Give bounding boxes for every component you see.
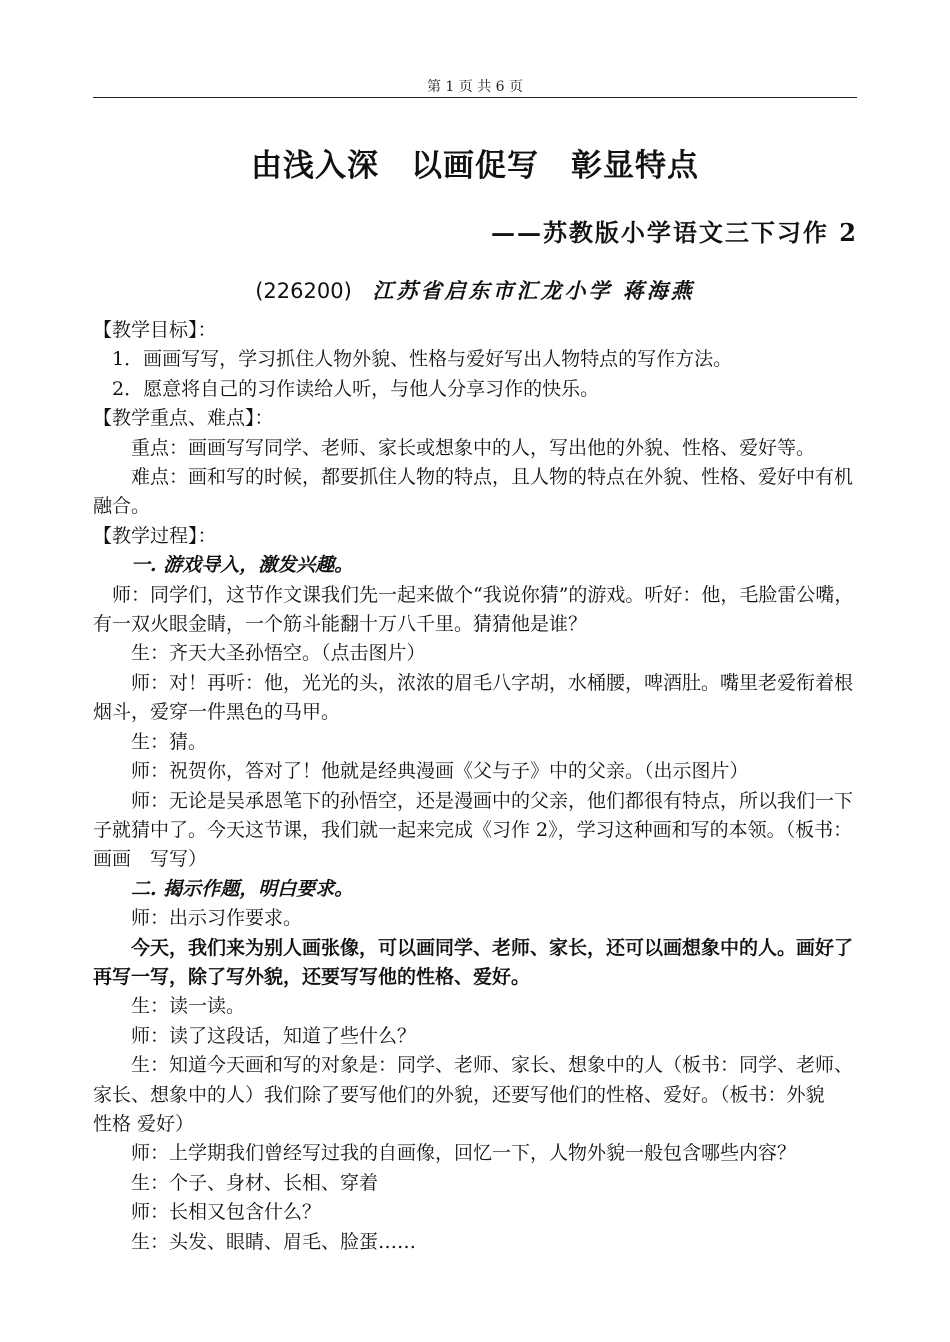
dialogue-paragraph: 师：无论是吴承恩笔下的孙悟空，还是漫画中的父亲，他们都很有特点，所以我们一下子就猜中了。今天这节课，我们就一起来完成《习作 2》，学习这种画和写的本领。（板书：画画 写写） (93, 789, 854, 871)
document-title: 由浅入深 以画促写 彰显特点 (251, 148, 699, 184)
dialogue-paragraph: 师：读了这段话，知道了些什么？ (131, 1024, 417, 1047)
step-heading: 二. 揭示作题，明白要求。 (131, 877, 354, 900)
dialogue-paragraph: 师：上学期我们曾经写过我的自画像，回忆一下，人物外貌一般包含哪些内容？ (131, 1142, 797, 1165)
dialogue-paragraph: 师：长相又包含什么？ (131, 1201, 322, 1224)
dialogue-paragraph: 生：读一读。 (131, 995, 246, 1018)
goal-item: 2．愿意将自己的习作读给人听，与他人分享习作的快乐。 (112, 377, 600, 400)
dialogue-paragraph: 生：猜。 (131, 730, 208, 753)
key-points-heading: 【教学重点、难点】： (93, 407, 274, 430)
dialogue-paragraph: 师：出示习作要求。 (131, 907, 303, 930)
author-school: 江苏省启东市汇龙小学 蒋海燕 (372, 278, 695, 303)
dialogue-paragraph: 生：知道今天画和写的对象是：同学、老师、家长、想象中的人（板书：同学、老师、家长、想象中的人）我们除了要写他们的外貌，还要写他们的性格、爱好。（板书：外貌 性格 爱好） (93, 1054, 854, 1135)
document-subtitle: ——苏教版小学语文三下习作 2 (490, 218, 858, 247)
goal-item: 1．画画写写，学习抓住人物外貌、性格与爱好写出人物特点的写作方法。 (112, 348, 733, 371)
author-postcode: (226200) (255, 279, 352, 303)
dialogue-paragraph: 师：对！再听：他，光光的头，浓浓的眉毛八字胡，水桶腰，啤酒肚。嘴里老爱衔着根烟斗，爱穿一件黑色的马甲。 (93, 671, 854, 724)
step-heading: 一. 游戏导入，激发兴趣。 (131, 554, 354, 577)
dialogue-paragraph: 师：祝贺你，答对了！他就是经典漫画《父与子》中的父亲。（出示图片） (131, 760, 749, 783)
page-header: 第 1 页 共 6 页 (426, 79, 524, 95)
header-rule (93, 97, 857, 98)
process-heading: 【教学过程】： (93, 524, 217, 547)
dialogue-paragraph: 生：个子、身材、长相、穿着 (131, 1171, 379, 1194)
difficult-point: 难点：画和写的时候，都要抓住人物的特点，且人物的特点在外貌、性格、爱好中有机融合。 (93, 466, 854, 518)
dialogue-paragraph: 师：同学们，这节作文课我们先一起来做个“我说你猜”的游戏。听好：他，毛脸雷公嘴，有一双火眼金睛，一个筋斗能翻十万八千里。猜猜他是谁？ (93, 583, 854, 636)
author-line (0, 275, 950, 305)
key-point: 重点：画画写写同学、老师、家长或想象中的人，写出他的外貌、性格、爱好等。 (131, 436, 816, 459)
dialogue-paragraph: 生：头发、眼睛、眉毛、脸蛋…… (131, 1230, 417, 1253)
dialogue-paragraph: 生：齐天大圣孙悟空。（点击图片） (131, 642, 426, 665)
document-body (93, 316, 859, 1257)
writing-requirement: 今天，我们来为别人画张像，可以画同学、老师、家长，还可以画想象中的人。画好了再写一写，除了写外貌，还要写写他的性格、爱好。 (93, 936, 854, 988)
goals-heading: 【教学目标】： (93, 319, 217, 341)
